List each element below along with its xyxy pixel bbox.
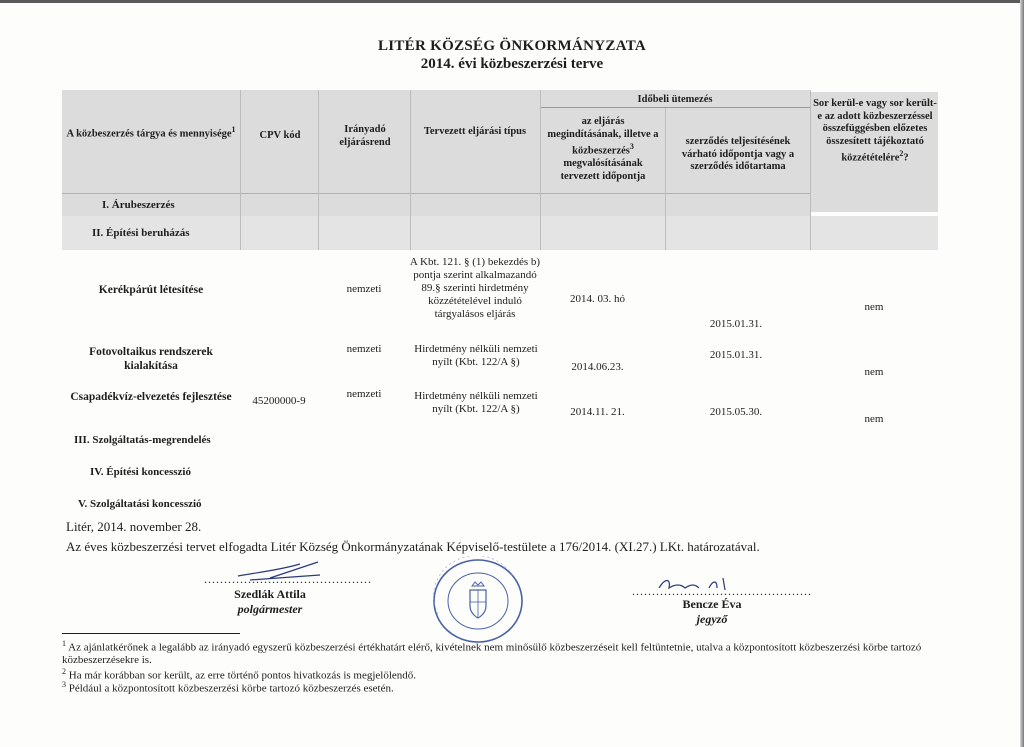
table-row-contract: 2015.05.30.	[709, 406, 763, 418]
header-procedure-type: Tervezett eljárási típus	[423, 126, 527, 137]
header-schedule: Időbeli ütemezés	[637, 94, 713, 105]
section-goods: I. Árubeszerzés	[102, 199, 175, 211]
table-column-divider	[665, 108, 666, 250]
table-column-divider	[540, 90, 541, 250]
header-bottom-rule	[62, 193, 810, 194]
signatory-right-name: Bencze Éva	[682, 597, 742, 611]
document-title: LITÉR KÖZSÉG ÖNKORMÁNYZATA	[377, 38, 647, 54]
section-row-shade	[62, 216, 938, 250]
table-row-procedure: Hirdetmény nélküli nemzeti nyílt (Kbt. 122/A §)	[414, 343, 538, 368]
table-row-start: 2014.11. 21.	[570, 406, 625, 418]
table-row-rules: nemzeti	[346, 388, 382, 400]
section-service-concession: V. Szolgáltatási koncesszió	[78, 498, 202, 510]
signatory-right-role: jegyző	[696, 612, 728, 626]
table-row-prior: nem	[864, 413, 884, 425]
header-prior-notice: Sor kerül-e vagy sor került-e az adott közbeszerzéssel összefüggésben előzetes összesített tájékoztató közzétételére$^2$?	[813, 98, 937, 164]
header-start-date: az eljárás megindításának, illetve a közbeszerzés$^3$ megvalósításának tervezett időpontja	[547, 116, 659, 182]
section-works: II. Építési beruházás	[92, 227, 190, 239]
table-row-rules: nemzeti	[346, 283, 382, 295]
table-row-cpv: 45200000-9	[252, 395, 306, 407]
header-cpv: CPV kód	[259, 130, 301, 141]
header-procedure-rules: Irányadó eljárásrend	[339, 124, 391, 148]
signature-line-right: .............................................	[632, 584, 812, 598]
table-row-contract: 2015.01.31.	[709, 318, 763, 330]
section-works-concession: IV. Építési koncesszió	[90, 466, 191, 478]
document-subtitle: 2014. évi közbeszerzési terve	[420, 56, 604, 72]
header-subject: A közbeszerzés tárgya és mennyisége$^1$	[66, 125, 236, 140]
table-row-subject: Csapadékvíz-elvezetés fejlesztése	[70, 391, 232, 403]
scan-edge-right	[1020, 0, 1024, 747]
table-row-prior: nem	[864, 366, 884, 378]
table-row-rules: nemzeti	[346, 343, 382, 355]
table-row-subject: Fotovoltaikus rendszerek kialakítása	[89, 346, 213, 372]
table-column-divider	[240, 90, 241, 250]
table-column-divider	[318, 90, 319, 250]
footnote-1: $^1$ Az ajánlatkérőnek a legalább az irányadó egyszerű közbeszerzési értékhatárt elérő, kivételnek nem minősülő közbeszerzéseit kell feltüntetnie, utalva a központosított közbeszerzési körbe tartozó közbeszerzésekre is.	[62, 639, 922, 666]
signatory-left-role: polgármester	[237, 602, 303, 616]
footnote-rule	[62, 633, 240, 634]
table-row-procedure: A Kbt. 121. § (1) bekezdés b) pontja szerint alkalmazandó 89.§ szerinti hirdetmény közzétételével induló tárgyalásos eljárás	[409, 256, 541, 320]
signature-line-left: ..........................................	[204, 572, 372, 586]
signatory-left-name: Szedlák Attila	[234, 587, 306, 601]
footnote-3: $^3$ Például a központosított közbeszerzési körbe tartozó közbeszerzés esetén.	[62, 680, 394, 695]
section-services: III. Szolgáltatás-megrendelés	[74, 434, 211, 446]
approval-statement: Az éves közbeszerzési tervet elfogadta Litér Község Önkormányzatának Képviselő-testülete a 176/2014. (XI.27.) LKt. határozatával.	[66, 539, 760, 554]
place-date: Litér, 2014. november 28.	[66, 519, 202, 534]
table-row-subject: Kerékpárút létesítése	[98, 284, 204, 296]
schedule-divider	[540, 107, 810, 108]
table-row-start: 2014.06.23.	[571, 361, 624, 373]
official-stamp	[430, 556, 526, 646]
table-row-procedure: Hirdetmény nélküli nemzeti nyílt (Kbt. 122/A §)	[414, 390, 538, 415]
table-row-contract: 2015.01.31.	[709, 349, 763, 361]
footnote-2: $^2$ Ha már korábban sor került, az erre történő pontos hivatkozás is megjelölendő.	[62, 667, 417, 682]
table-row-start: 2014. 03. hó	[570, 293, 625, 305]
table-column-divider	[410, 90, 411, 250]
table-column-divider	[810, 90, 811, 250]
table-row-prior: nem	[864, 301, 884, 313]
scan-edge-top	[0, 0, 1024, 3]
header-contract-period: szerződés teljesítésének várható időpontja vagy a szerződés időtartama	[681, 136, 795, 172]
